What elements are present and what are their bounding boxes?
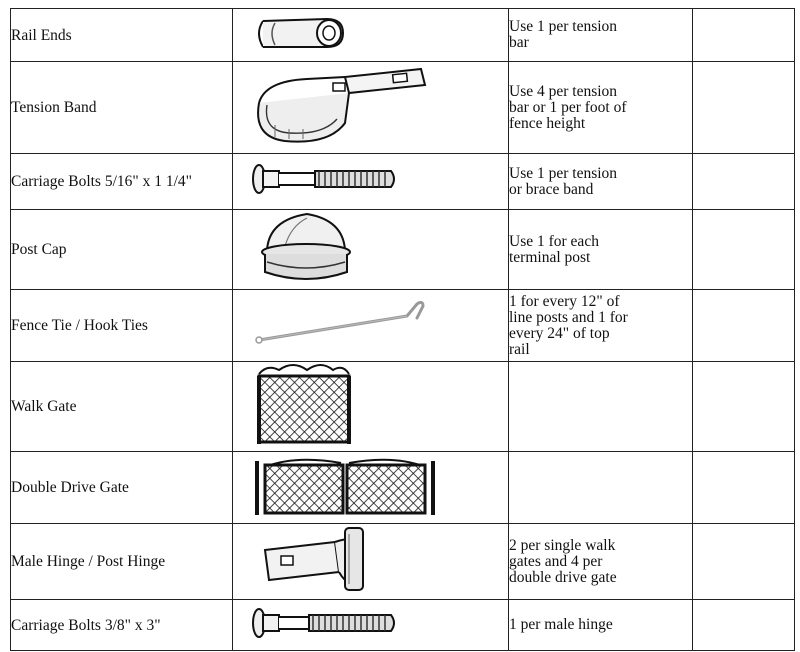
quantity-cell — [693, 154, 795, 210]
usage-note-line: line posts and 1 for — [509, 308, 628, 326]
part-image-cell — [233, 362, 509, 452]
usage-note-line: every 24" of top — [509, 324, 610, 342]
usage-note-line: Use 4 per tension — [509, 82, 618, 100]
usage-note — [509, 210, 693, 290]
usage-note — [509, 524, 693, 600]
part-name: Male Hinge / Post Hinge — [11, 524, 233, 600]
part-image-cell — [233, 62, 509, 154]
quantity-cell — [693, 62, 795, 154]
walk-gate-icon — [245, 362, 355, 446]
quantity-cell — [693, 290, 795, 362]
table-row — [11, 154, 795, 210]
usage-note-line: 2 per single walk — [509, 536, 616, 554]
table-row — [11, 600, 795, 651]
table-row — [11, 362, 795, 452]
usage-note-line: bar — [509, 34, 529, 51]
post-cap-icon — [245, 210, 365, 284]
usage-note-line: 1 per male hinge — [509, 616, 613, 633]
usage-note — [509, 290, 693, 362]
quantity-cell — [693, 524, 795, 600]
parts-table-body — [11, 9, 795, 651]
usage-note-line: bar or 1 per foot of — [509, 98, 627, 116]
usage-note — [509, 154, 693, 210]
quantity-cell — [693, 600, 795, 651]
tension-band-icon — [245, 63, 435, 147]
usage-note-line: fence height — [509, 114, 586, 132]
double-drive-gate-icon — [245, 453, 445, 517]
usage-note-line: double drive gate — [509, 568, 617, 586]
usage-note-line: Use 1 for each — [509, 232, 599, 250]
parts-table — [10, 8, 795, 651]
male-hinge-icon — [245, 524, 405, 594]
table-row — [11, 62, 795, 154]
usage-note — [509, 362, 693, 452]
usage-note — [509, 452, 693, 524]
part-name: Fence Tie / Hook Ties — [11, 290, 233, 362]
usage-note-line: or brace band — [509, 180, 594, 198]
table-row — [11, 452, 795, 524]
usage-note — [509, 600, 693, 651]
part-image-cell — [233, 600, 509, 651]
table-row — [11, 290, 795, 362]
part-name: Rail Ends — [11, 9, 233, 62]
part-image-cell — [233, 210, 509, 290]
part-image-cell — [233, 9, 509, 62]
part-image-cell — [233, 290, 509, 362]
usage-note — [509, 62, 693, 154]
part-name: Carriage Bolts 5/16" x 1 1/4" — [11, 154, 233, 210]
usage-note-line: Use 1 per tension — [509, 18, 618, 35]
usage-note-line: 1 for every 12" of — [509, 292, 620, 310]
usage-note — [509, 9, 693, 62]
usage-note-line: terminal post — [509, 248, 591, 266]
quantity-cell — [693, 362, 795, 452]
part-name: Carriage Bolts 3/8" x 3" — [11, 600, 233, 651]
carriage-bolt-long-icon — [245, 603, 405, 643]
part-image-cell — [233, 452, 509, 524]
usage-note-line: Use 1 per tension — [509, 164, 618, 182]
usage-note-line: gates and 4 per — [509, 552, 603, 570]
part-image-cell — [233, 524, 509, 600]
quantity-cell — [693, 210, 795, 290]
quantity-cell — [693, 9, 795, 62]
part-name: Tension Band — [11, 62, 233, 154]
table-row — [11, 9, 795, 62]
rail-end-icon — [245, 11, 365, 55]
carriage-bolt-icon — [245, 159, 405, 199]
part-name: Walk Gate — [11, 362, 233, 452]
part-name: Post Cap — [11, 210, 233, 290]
part-name: Double Drive Gate — [11, 452, 233, 524]
table-row — [11, 524, 795, 600]
quantity-cell — [693, 452, 795, 524]
fence-tie-icon — [245, 298, 435, 348]
part-image-cell — [233, 154, 509, 210]
table-row — [11, 210, 795, 290]
usage-note-line: rail — [509, 340, 530, 358]
